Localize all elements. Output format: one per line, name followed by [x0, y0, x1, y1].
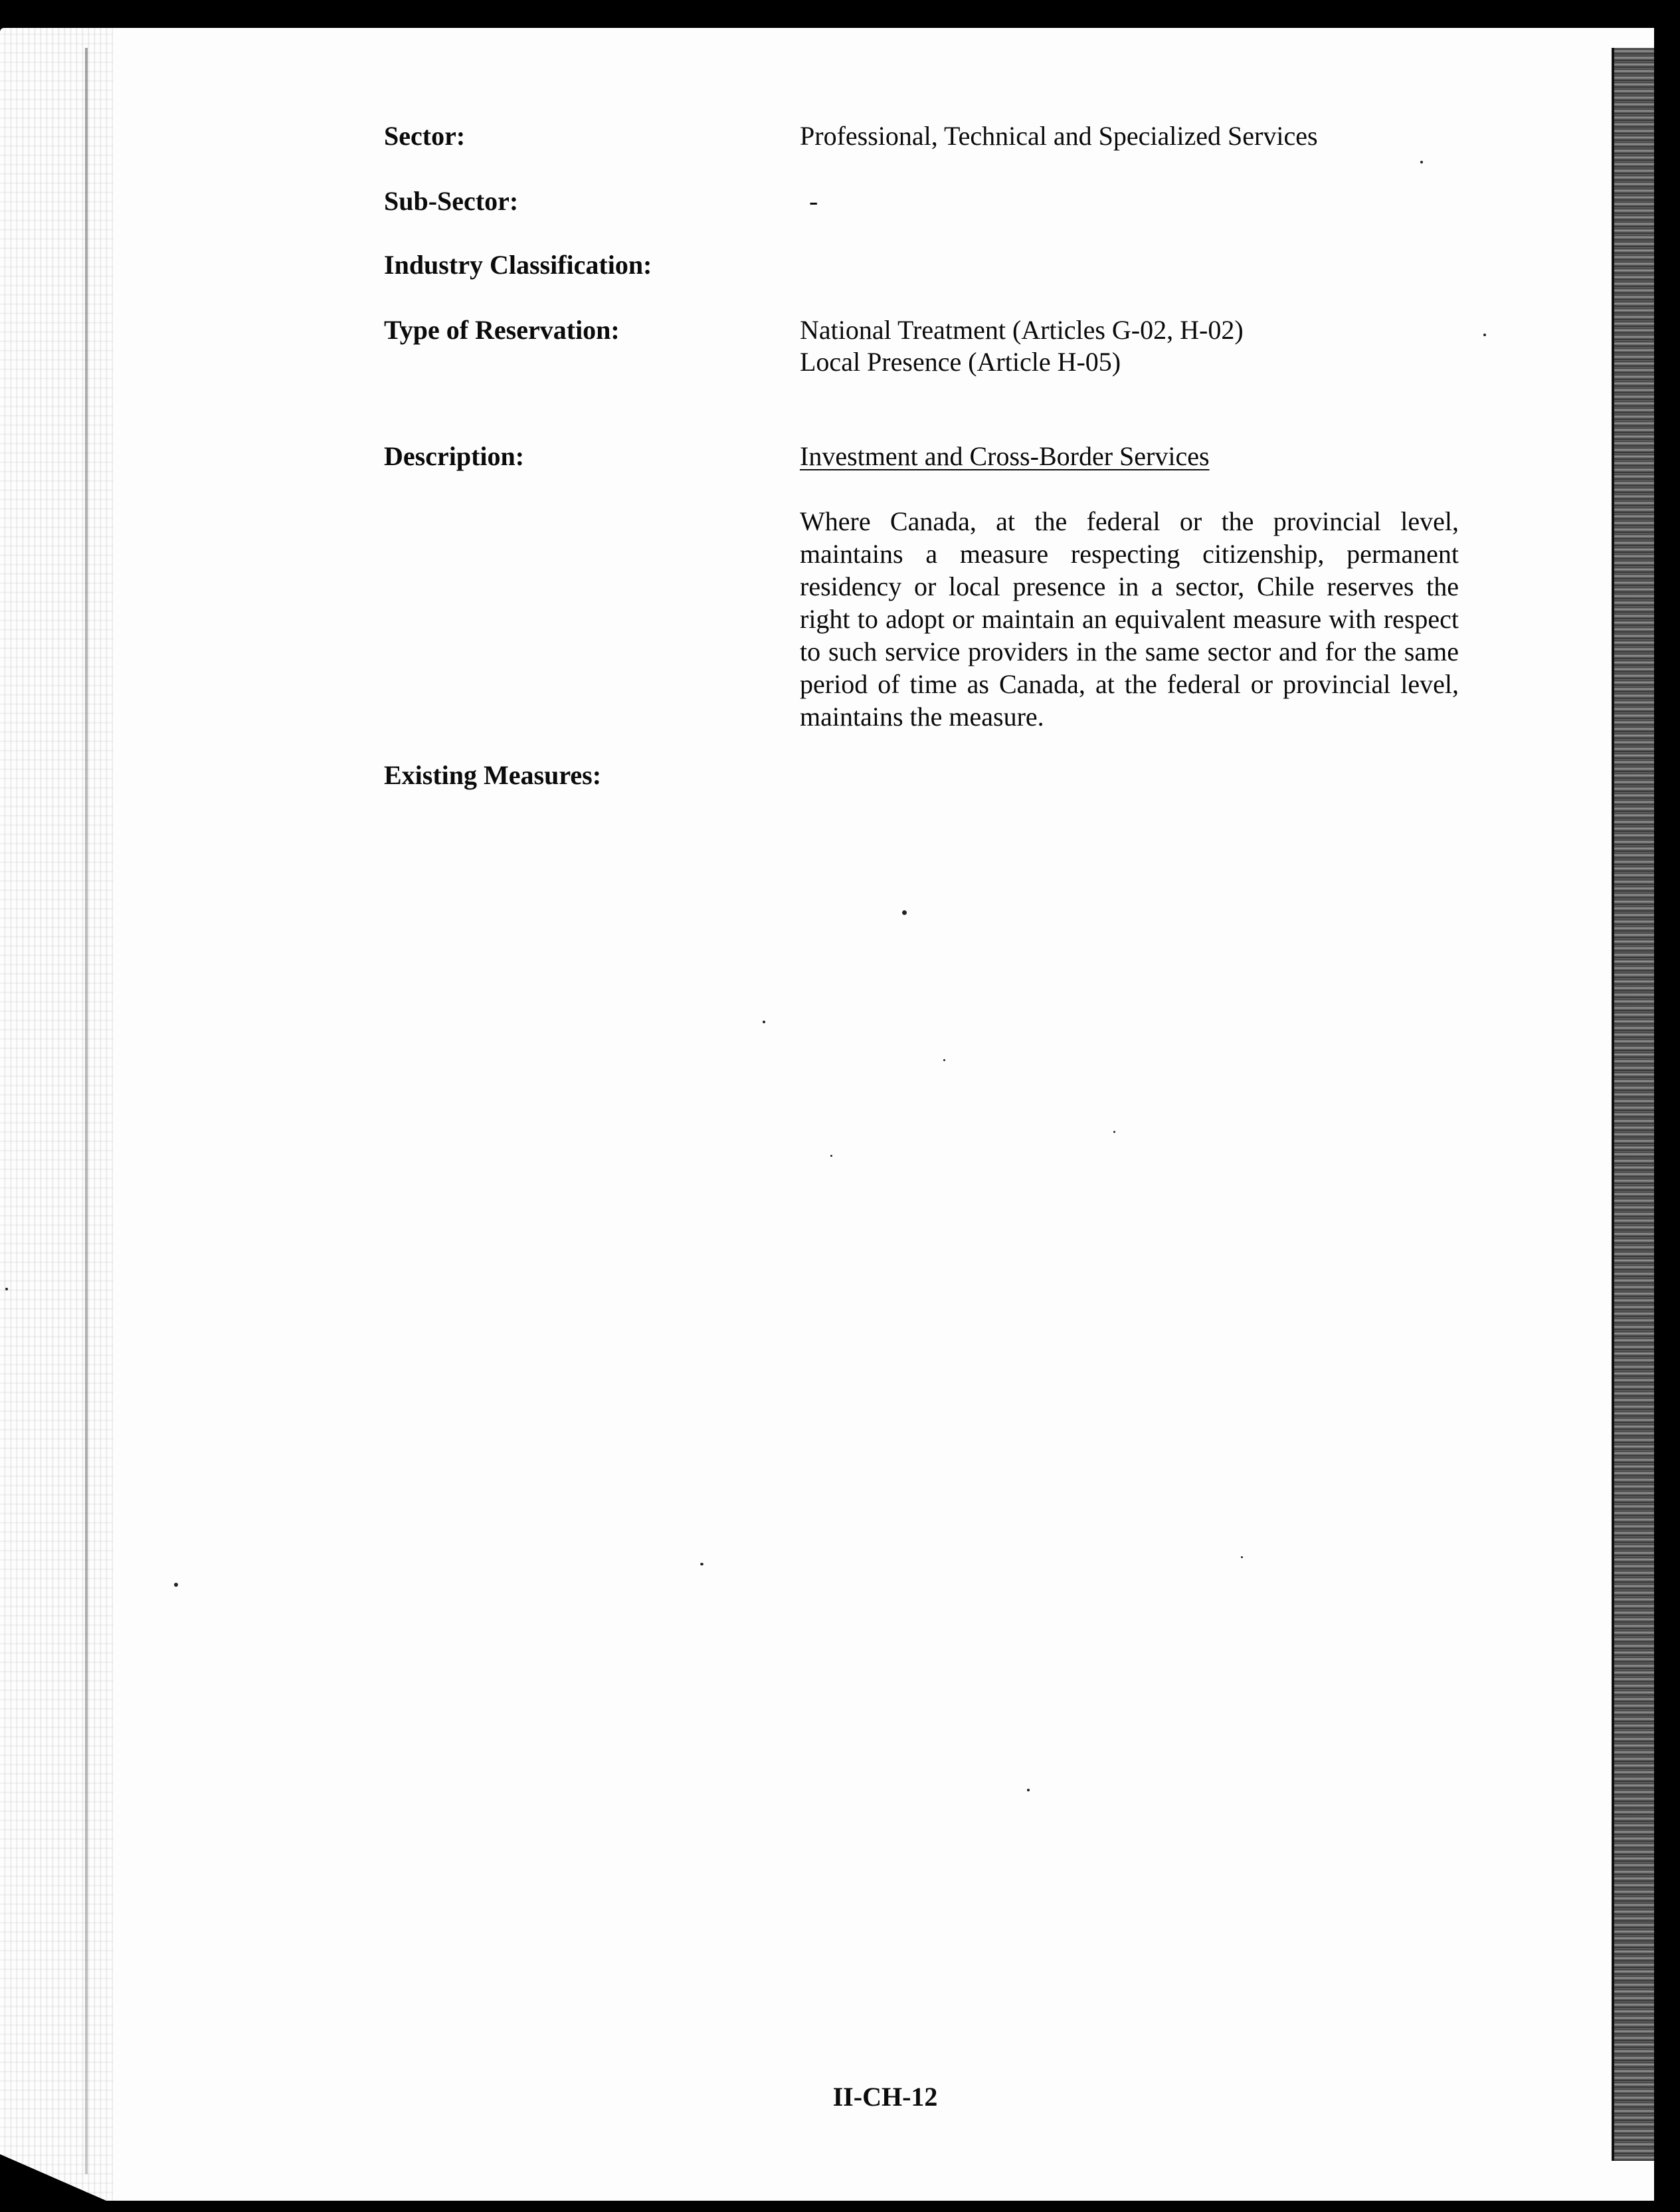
sector-value: Professional, Technical and Specialized Services	[800, 121, 1318, 151]
page-number: II-CH-12	[832, 2082, 938, 2112]
sub-sector-label: Sub-Sector:	[384, 186, 519, 216]
sector-label: Sector:	[384, 121, 466, 151]
scan-speck	[1420, 161, 1423, 163]
sub-sector-value: -	[809, 186, 818, 216]
description-label: Description:	[384, 441, 525, 471]
binding-edge	[0, 28, 113, 2201]
scan-speck	[1241, 1556, 1243, 1558]
scan-speck	[830, 1155, 832, 1157]
scan-speck	[1483, 334, 1486, 336]
reservation-line-national-treatment: National Treatment (Articles G-02, H-02)	[800, 315, 1244, 345]
scan-speck	[5, 1288, 8, 1290]
scan-speck	[700, 1563, 703, 1565]
scan-corner	[0, 2154, 106, 2201]
scan-speck	[943, 1059, 945, 1061]
scan-speck	[763, 1021, 765, 1023]
description-heading: Investment and Cross-Border Services	[800, 441, 1210, 471]
reservation-line-local-presence: Local Presence (Article H-05)	[800, 347, 1121, 377]
existing-measures-label: Existing Measures:	[384, 760, 602, 790]
scan-speck	[174, 1583, 178, 1587]
scan-speck	[1027, 1789, 1030, 1791]
right-page-edge	[1612, 48, 1654, 2161]
scanned-page	[0, 28, 1654, 2201]
description-paragraph: Where Canada, at the federal or the provincial level, maintains a measure respecting citizenship, permanent residency or local presence in a sector, Chile reserves the right to adopt or maintain an equivalent measure with respect to such service providers in the same sector and for the same period of time as Canada, at the federal or provincial level, maintains the measure.	[800, 506, 1459, 732]
scan-speck	[902, 910, 907, 915]
scan-speck	[1113, 1131, 1115, 1133]
industry-classification-label: Industry Classification:	[384, 250, 652, 280]
type-of-reservation-label: Type of Reservation:	[384, 315, 620, 345]
